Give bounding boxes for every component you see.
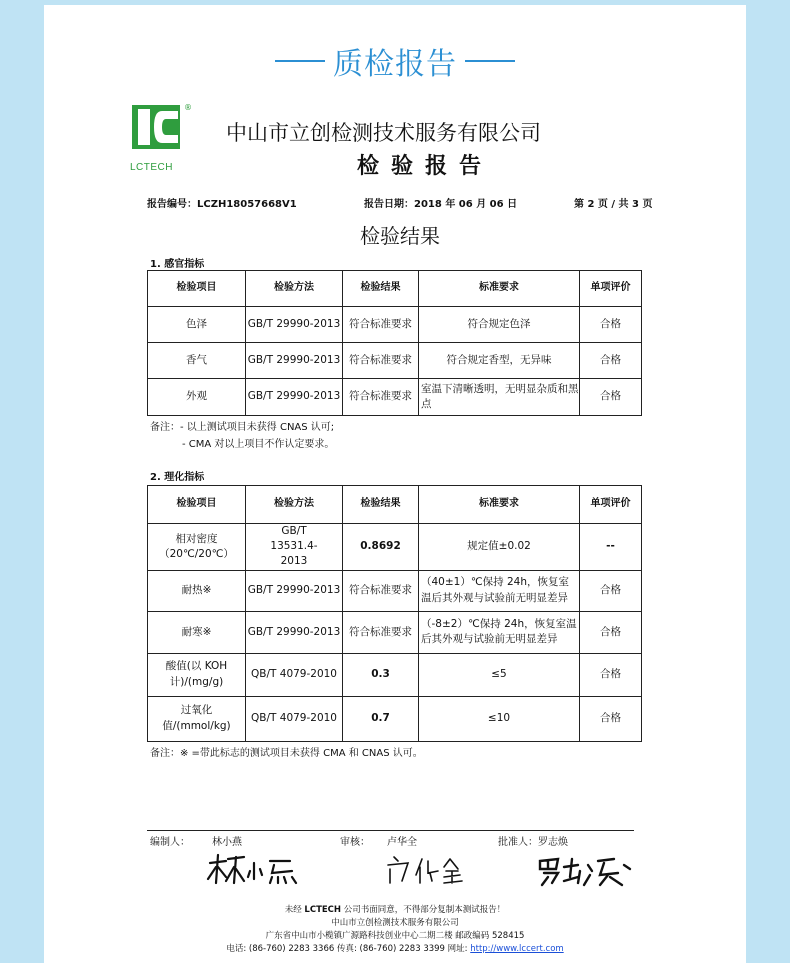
table-cell: 香气 (148, 343, 246, 379)
registered-mark: ® (184, 103, 192, 112)
footer-address: 广东省中山市小榄镇广源路科技创业中心二期二楼 邮政编码 528415 (265, 931, 525, 941)
table-cell: （40±1）℃保持 24h，恢复室温后其外观与试验前无明显差异 (419, 570, 580, 611)
approver-signature (534, 853, 644, 889)
footer-notice (44, 904, 746, 917)
table-cell: 合格 (580, 611, 642, 653)
banner-line-left (275, 60, 325, 62)
header-cell: 检验方法 (246, 271, 343, 307)
table-cell: GB/T 29990-2013 (246, 379, 343, 416)
report-page (44, 5, 746, 963)
table-row (148, 611, 642, 653)
section1-note: - CMA 对以上项目不作认定要求。 (182, 439, 335, 450)
table-cell: 耐热※ (148, 570, 246, 611)
table-cell: 室温下清晰透明，无明显杂质和黑点 (419, 379, 580, 416)
table-cell: GB/T 13531.4-2013 (246, 524, 343, 571)
header-cell: 标准要求 (419, 271, 580, 307)
table-cell: GB/T 29990-2013 (246, 570, 343, 611)
website-link[interactable]: http://www.lccert.com (470, 944, 564, 954)
table-cell: QB/T 4079-2010 (246, 653, 343, 696)
company-name: 中山市立创检测技术服务有限公司 (226, 121, 541, 145)
reviewer-name: 卢华全 (387, 837, 417, 848)
footer-brand: LCTECH (304, 905, 342, 915)
table-cell: -- (580, 524, 642, 571)
report-title: 检验报告 (356, 153, 493, 179)
table-cell: 符合标准要求 (343, 307, 419, 343)
table-cell: 外观 (148, 379, 246, 416)
header-cell: 检验结果 (343, 486, 419, 524)
table-cell: 0.3 (343, 653, 419, 696)
header-cell: 标准要求 (419, 486, 580, 524)
table-cell: 酸值(以 KOH 计)/(mg/g) (148, 653, 246, 696)
table-cell: GB/T 29990-2013 (246, 343, 343, 379)
table-cell: 符合标准要求 (343, 343, 419, 379)
table-row (148, 524, 642, 571)
table-cell: 色泽 (148, 307, 246, 343)
header-cell: 单项评价 (580, 271, 642, 307)
report-number: 报告编号：LCZH18057668V1 (147, 199, 297, 210)
table-cell: 合格 (580, 653, 642, 696)
table-cell: 符合标准要求 (343, 379, 419, 416)
table-cell: 合格 (580, 570, 642, 611)
section1-label: 1. 感官指标 (150, 259, 205, 270)
table-row (148, 696, 642, 741)
table-cell: 符合标准要求 (343, 570, 419, 611)
table-row (148, 570, 642, 611)
approver-label: 批准人：罗志焕 (498, 837, 568, 848)
physicochemical-table (147, 485, 642, 742)
table-row (148, 379, 642, 416)
header-cell: 检验结果 (343, 271, 419, 307)
reviewer-label: 审核： (340, 837, 370, 848)
table-cell: GB/T 29990-2013 (246, 307, 343, 343)
table-cell: 规定值±0.02 (419, 524, 580, 571)
table-cell: 符合规定色泽 (419, 307, 580, 343)
footer-notice-pre: 未经 (284, 905, 305, 915)
table-cell: 合格 (580, 307, 642, 343)
table-cell: （-8±2）℃保持 24h，恢复室温后其外观与试验前无明显差异 (419, 611, 580, 653)
footer-phone-fax: 电话: (86-760) 2283 3366 传真: (86-760) 2283 3399 网址: (226, 944, 471, 954)
header-cell: 检验项目 (148, 271, 246, 307)
banner-line-right (465, 60, 515, 62)
banner-title (44, 39, 746, 83)
result-title: 检验结果 (360, 224, 440, 248)
table-cell: ≤5 (419, 653, 580, 696)
page-indicator: 第 2 页 / 共 3 页 (574, 199, 653, 210)
header-cell: 单项评价 (580, 486, 642, 524)
table-cell: ≤10 (419, 696, 580, 741)
table-cell: 合格 (580, 343, 642, 379)
table-cell: 耐寒※ (148, 611, 246, 653)
table-cell: 过氧化值/(mmol/kg) (148, 696, 246, 741)
banner-text: 质检报告 (333, 47, 457, 82)
table-cell: 符合标准要求 (343, 611, 419, 653)
header-cell: 检验方法 (246, 486, 343, 524)
table-header-row (148, 271, 642, 307)
footer-notice-post: 公司书面同意，不得部分复制本测试报告！ (341, 905, 506, 915)
section1-note: 备注：- 以上测试项目未获得 CNAS 认可; (150, 422, 335, 433)
table-cell: GB/T 29990-2013 (246, 611, 343, 653)
table-row (148, 307, 642, 343)
compiler-name: 林小燕 (212, 837, 242, 848)
signature-divider (147, 830, 634, 831)
section2-label: 2. 理化指标 (150, 472, 205, 483)
header-cell: 检验项目 (148, 486, 246, 524)
table-cell: 合格 (580, 379, 642, 416)
sensory-table (147, 270, 642, 416)
table-cell: QB/T 4079-2010 (246, 696, 343, 741)
report-date: 报告日期：2018 年 06 月 06 日 (364, 199, 518, 210)
reviewer-signature (384, 853, 484, 887)
table-cell: 0.7 (343, 696, 419, 741)
table-row (148, 653, 642, 696)
table-header-row (148, 486, 642, 524)
footer-contact (44, 943, 746, 956)
compiler-signature (204, 853, 304, 887)
table-cell: 符合规定香型，无异味 (419, 343, 580, 379)
table-row (148, 343, 642, 379)
footer-company: 中山市立创检测技术服务有限公司 (331, 918, 459, 928)
table-cell: 相对密度（20℃/20℃） (148, 524, 246, 571)
section2-note: 备注：※ =带此标志的测试项目未获得 CMA 和 CNAS 认可。 (150, 748, 423, 759)
table-cell: 合格 (580, 696, 642, 741)
table-cell: 0.8692 (343, 524, 419, 571)
logo-text: LCTECH (130, 162, 174, 173)
compiler-label: 编制人： (150, 837, 190, 848)
lctech-logo-icon (132, 105, 180, 149)
